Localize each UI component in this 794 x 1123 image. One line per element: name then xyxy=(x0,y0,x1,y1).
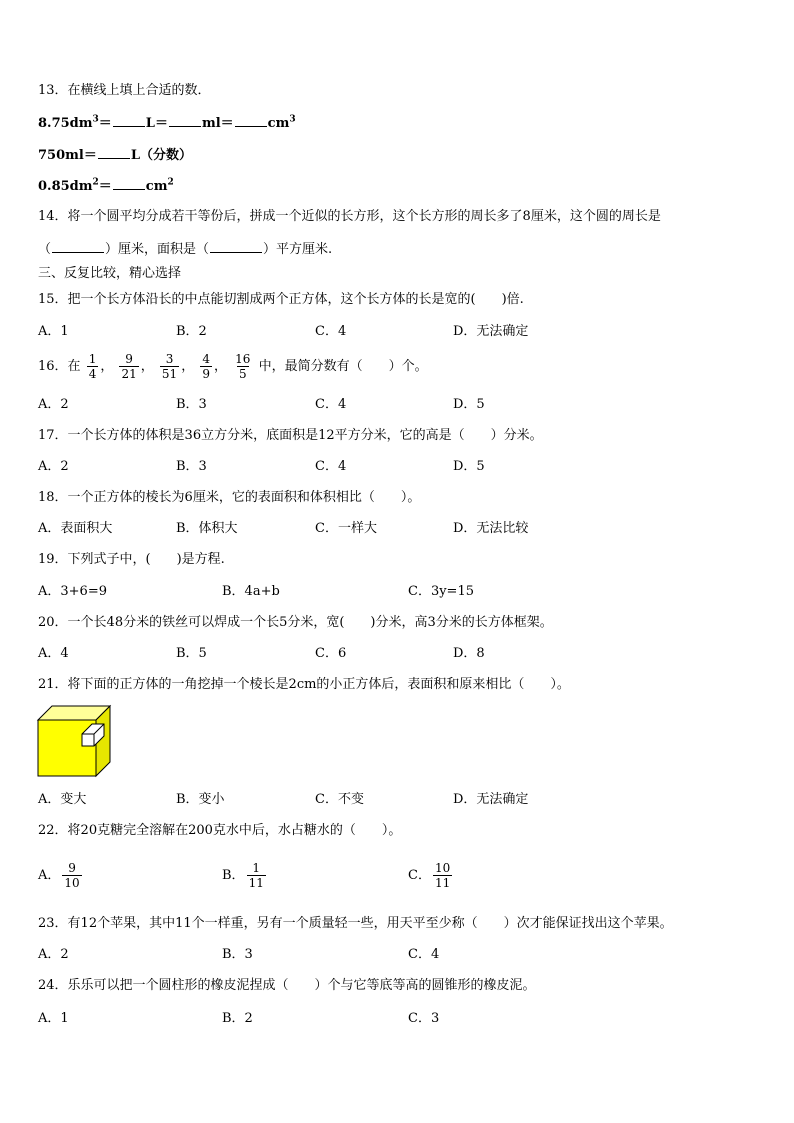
q19-option-b[interactable]: B．4a+b xyxy=(222,584,280,599)
q13-title: 13．在横线上填上合适的数． xyxy=(38,83,211,98)
q13-blank-1[interactable] xyxy=(113,114,145,127)
q17-stem: 17．一个长方体的体积是36立方分米，底面积是12平方分米，它的高是（ ）分米。 xyxy=(38,428,543,443)
q16-fraction-4: $\frac{4}{9}$ xyxy=(202,352,210,381)
q17-option-a[interactable]: A．2 xyxy=(38,459,69,474)
q22-option-b[interactable]: B． $\frac{1}{11}$ xyxy=(222,861,264,890)
q23-option-c[interactable]: C．4 xyxy=(408,947,440,962)
q19-option-c[interactable]: C．3y=15 xyxy=(408,584,474,599)
q23-stem: 23．有12个苹果，其中11个一样重，另有一个质量轻一些，用天平至少称（ ）次才能保证找出这个苹果。 xyxy=(38,916,673,931)
q13-blank-3[interactable] xyxy=(235,114,267,127)
q16-option-c[interactable]: C．4 xyxy=(315,397,347,412)
q16-fraction-3: $\frac{3}{51}$ xyxy=(161,352,178,381)
q16-fraction-2: $\frac{9}{21}$ xyxy=(121,352,137,381)
q17-option-d[interactable]: D．5 xyxy=(453,459,485,474)
q20-option-b[interactable]: B．5 xyxy=(176,646,207,661)
q18-option-d[interactable]: D．无法比较 xyxy=(453,521,529,536)
q24-option-a[interactable]: A．1 xyxy=(38,1011,69,1026)
q22-option-b-fraction: $\frac{1}{11}$ xyxy=(248,861,264,890)
q16-option-d[interactable]: D．5 xyxy=(453,397,485,412)
q22-option-a[interactable]: A． $\frac{9}{10}$ xyxy=(38,861,80,890)
section-3-heading: 三、反复比较，精心选择 xyxy=(38,266,182,281)
q20-stem: 20．一个长48分米的铁丝可以焊成一个长5分米，宽( )分米，高3分米的长方体框架。 xyxy=(38,615,553,630)
q20-option-a[interactable]: A．4 xyxy=(38,646,69,661)
q19-option-a[interactable]: A．3+6=9 xyxy=(38,584,107,599)
q17-option-b[interactable]: B．3 xyxy=(176,459,207,474)
q18-option-a[interactable]: A．表面积大 xyxy=(38,521,113,536)
q22-option-a-fraction: $\frac{9}{10}$ xyxy=(64,861,80,890)
q14-line2: （ ）厘米，面积是（ ）平方厘米. xyxy=(38,242,333,257)
q14-blank-2[interactable] xyxy=(210,240,262,253)
q22-option-c-fraction: $\frac{10}{11}$ xyxy=(434,861,451,890)
q23-option-b[interactable]: B．3 xyxy=(222,947,253,962)
q21-option-c[interactable]: C．不变 xyxy=(315,792,364,807)
q18-stem: 18．一个正方体的棱长为6厘米，它的表面积和体积相比（ ）。 xyxy=(38,490,421,505)
q13-blank-2[interactable] xyxy=(169,114,201,127)
q16-stem: 16．在 $\frac{1}{4}$ ， $\frac{9}{21}$ ， $\frac{3}{51}$ ， $\frac{4}{9}$ ， $\frac{16}{5}$ 中，最简分数有（ ）个。 xyxy=(38,352,428,381)
q21-stem: 21．将下面的正方体的一角挖掉一个棱长是2cm的小正方体后，表面积和原来相比（ ）。 xyxy=(38,677,570,692)
q19-stem: 19．下列式子中，( )是方程. xyxy=(38,552,225,567)
q17-option-c[interactable]: C．4 xyxy=(315,459,347,474)
q15-option-a[interactable]: A．1 xyxy=(38,324,69,339)
q24-stem: 24．乐乐可以把一个圆柱形的橡皮泥捏成（ ）个与它等底等高的圆锥形的橡皮泥。 xyxy=(38,978,536,993)
q15-option-c[interactable]: C．4 xyxy=(315,324,347,339)
q14-blank-1[interactable] xyxy=(52,240,104,253)
q14-line1: 14．将一个圆平均分成若干等份后，拼成一个近似的长方形，这个长方形的周长多了8厘米，这个圆的周长是 xyxy=(38,209,661,224)
q20-option-d[interactable]: D．8 xyxy=(453,646,485,661)
q16-option-b[interactable]: B．3 xyxy=(176,397,207,412)
q13-line3: $0.85dm^2= cm^2$ xyxy=(38,177,174,194)
q13-line2: 750ml＝ L（分数） xyxy=(38,148,192,163)
q23-option-a[interactable]: A．2 xyxy=(38,947,69,962)
q24-option-c[interactable]: C．3 xyxy=(408,1011,440,1026)
q22-option-c[interactable]: C． $\frac{10}{11}$ xyxy=(408,861,451,890)
q13-line1: $8.75dm^3= L= ml= cm^3$ xyxy=(38,114,296,131)
cube-figure xyxy=(36,704,112,778)
q13-blank-5[interactable] xyxy=(113,177,145,190)
q21-option-a[interactable]: A．变大 xyxy=(38,792,87,807)
q21-option-b[interactable]: B．变小 xyxy=(176,792,225,807)
q18-option-b[interactable]: B．体积大 xyxy=(176,521,238,536)
q15-option-d[interactable]: D．无法确定 xyxy=(453,324,529,339)
q15-option-b[interactable]: B．2 xyxy=(176,324,207,339)
q24-option-b[interactable]: B．2 xyxy=(222,1011,253,1026)
q13-blank-4[interactable] xyxy=(98,146,130,159)
q16-option-a[interactable]: A．2 xyxy=(38,397,69,412)
q16-fraction-5: $\frac{16}{5}$ xyxy=(235,352,251,381)
q15-stem: 15．把一个长方体沿长的中点能切割成两个正方体，这个长方体的长是宽的( )倍. xyxy=(38,292,524,307)
q18-option-c[interactable]: C．一样大 xyxy=(315,521,377,536)
q22-stem: 22．将20克糖完全溶解在200克水中后，水占糖水的（ ）。 xyxy=(38,823,402,838)
q16-fraction-1: $\frac{1}{4}$ xyxy=(88,352,97,381)
q20-option-c[interactable]: C．6 xyxy=(315,646,347,661)
q21-option-d[interactable]: D．无法确定 xyxy=(453,792,529,807)
